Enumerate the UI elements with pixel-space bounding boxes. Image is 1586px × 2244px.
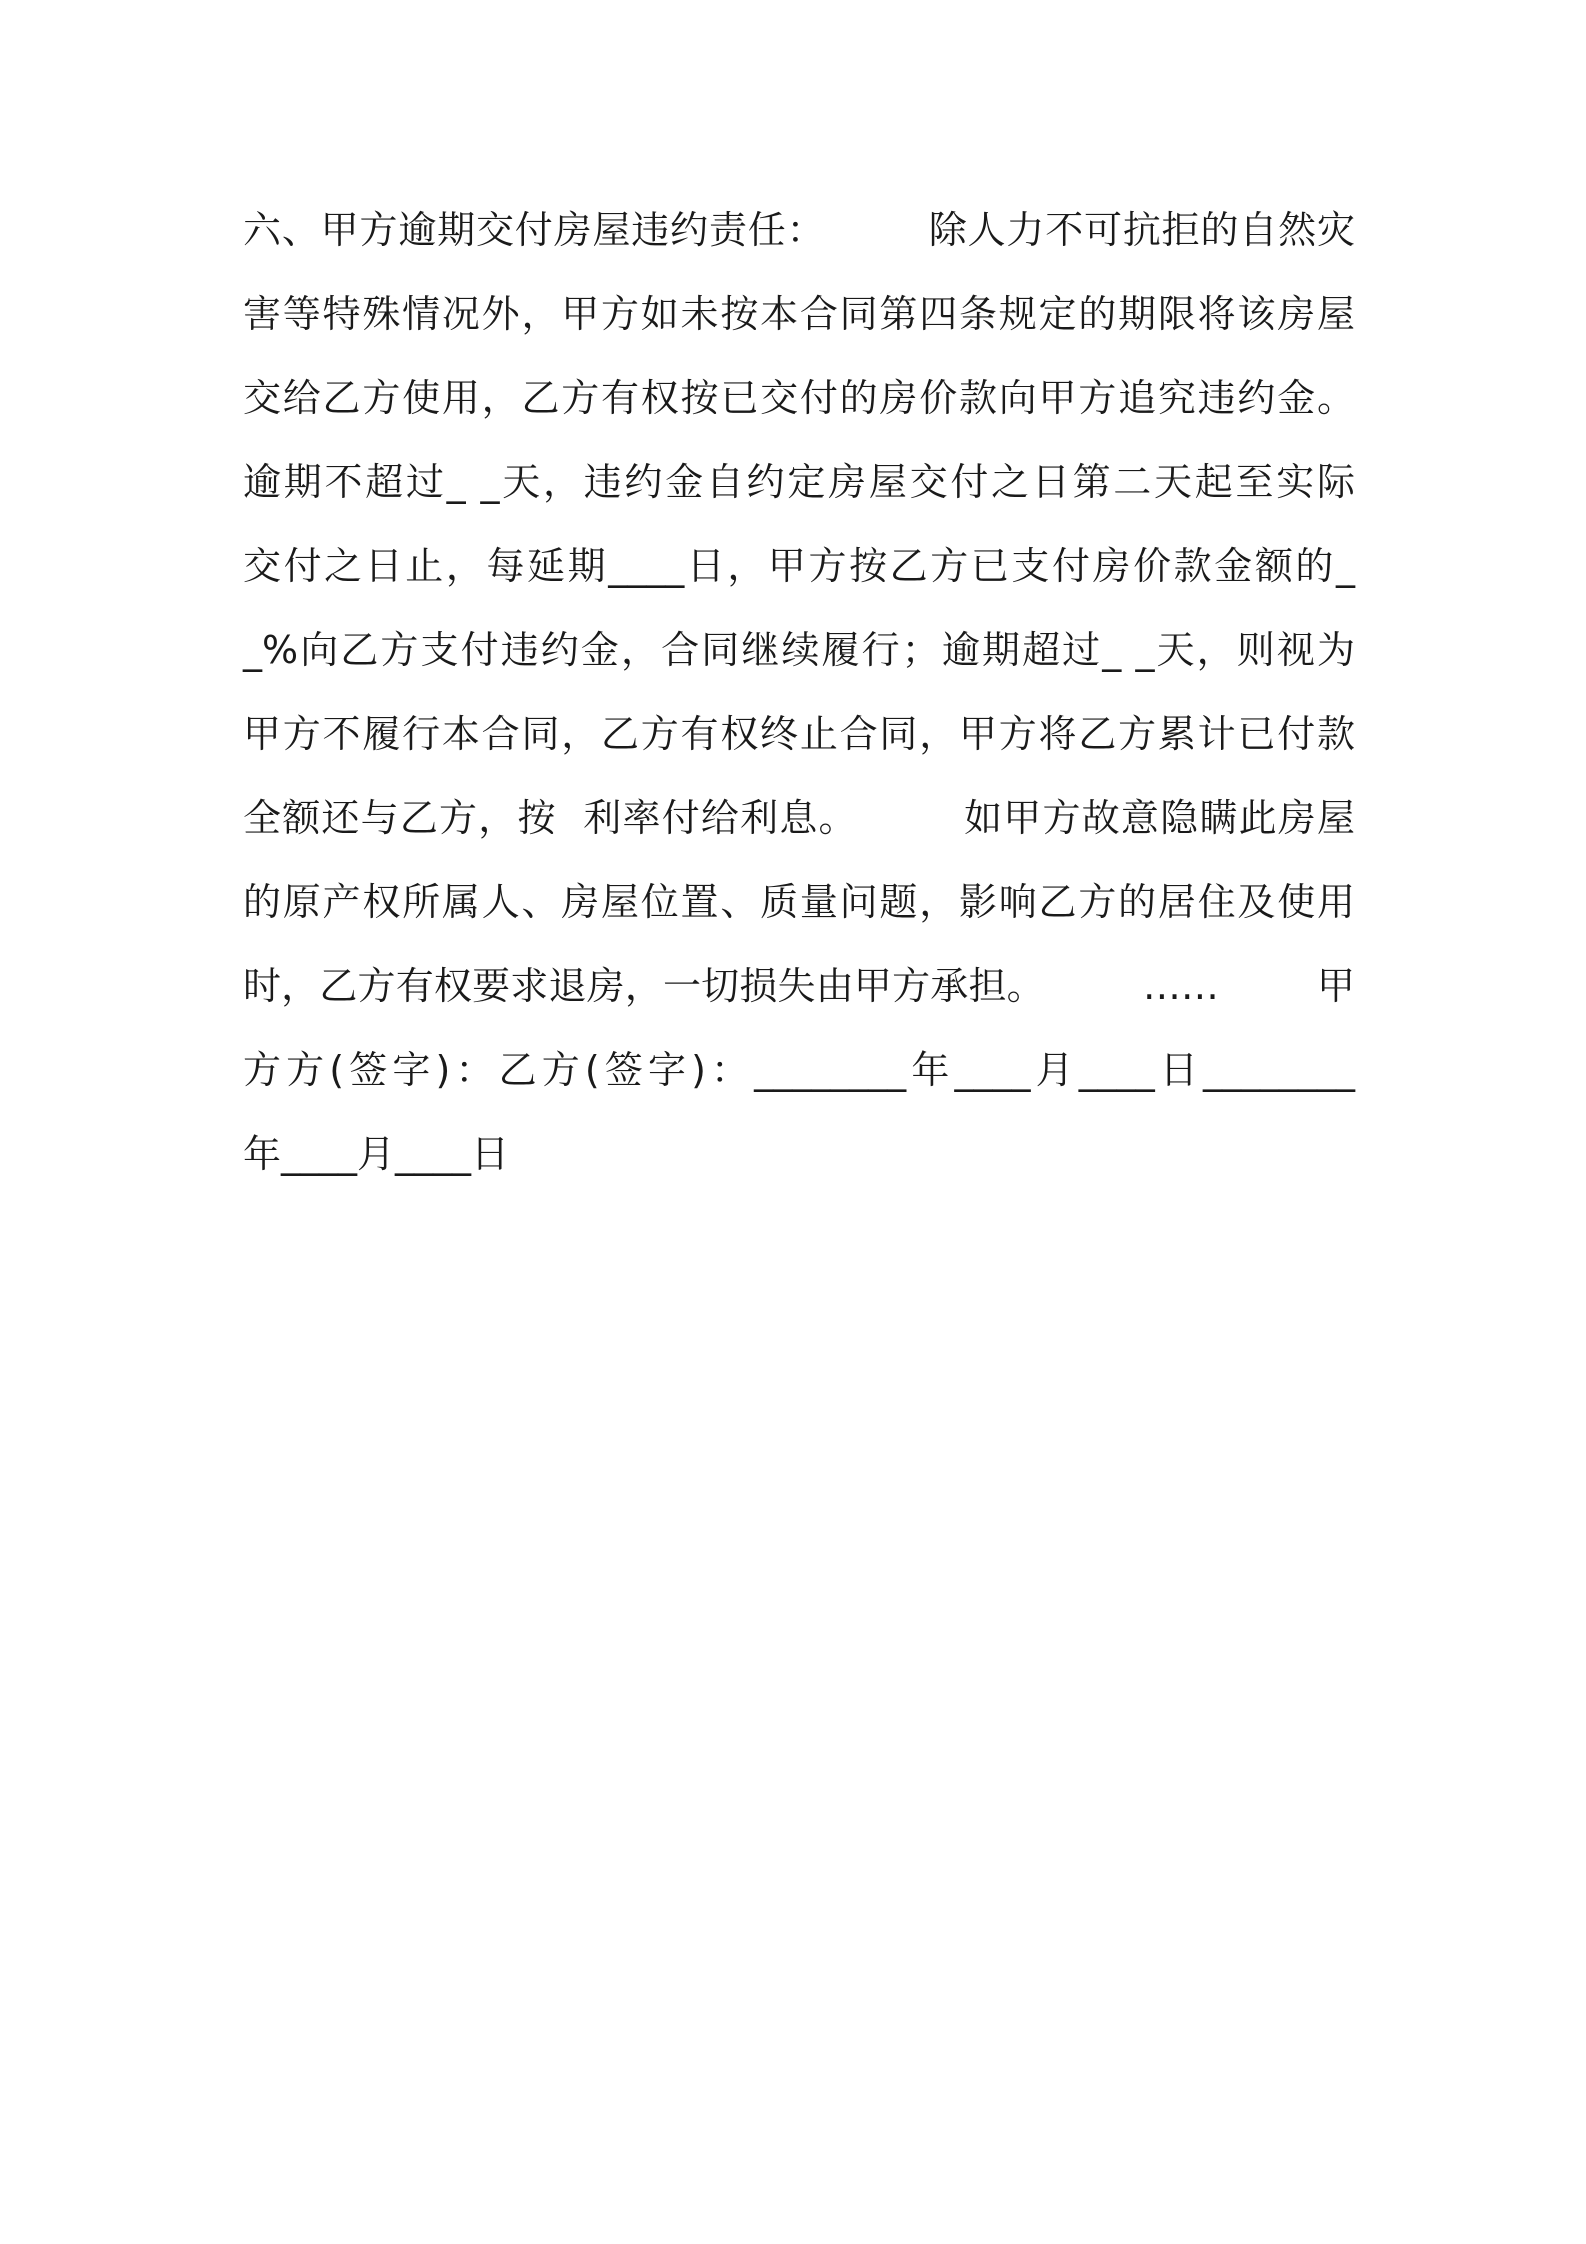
text-line-4: 逾期不超过_ _天，违约金自约定房屋交付之日第二天起至实际 [243, 460, 1355, 504]
text-line-8: 全额还与乙方，按 利率付给利息。 如甲方故意隐瞒此房屋 [243, 796, 1355, 840]
text-line-10: 时，乙方有权要求退房，一切损失由甲方承担。 …… 甲 [243, 964, 1355, 1008]
contract-clause-six [243, 188, 1355, 1196]
text-line-5: 交付之日止，每延期____日，甲方按乙方已支付房价款金额的_ [243, 544, 1355, 588]
text-line-6: _%向乙方支付违约金，合同继续履行；逾期超过_ _天，则视为 [243, 628, 1355, 672]
text-line-1: 六、甲方逾期交付房屋违约责任： 除人力不可抗拒的自然灾 [243, 208, 1355, 252]
signature-line: 方方(签字)：乙方(签字)：________年____月____日________ [243, 1048, 1355, 1092]
text-line-3: 交给乙方使用，乙方有权按已交付的房价款向甲方追究违约金。 [243, 376, 1355, 420]
text-line-7: 甲方不履行本合同，乙方有权终止合同，甲方将乙方累计已付款 [243, 712, 1355, 756]
date-line: 年____月____日 [243, 1132, 510, 1176]
text-line-2: 害等特殊情况外，甲方如未按本合同第四条规定的期限将该房屋 [243, 292, 1355, 336]
text-line-9: 的原产权所属人、房屋位置、质量问题，影响乙方的居住及使用 [243, 880, 1355, 924]
